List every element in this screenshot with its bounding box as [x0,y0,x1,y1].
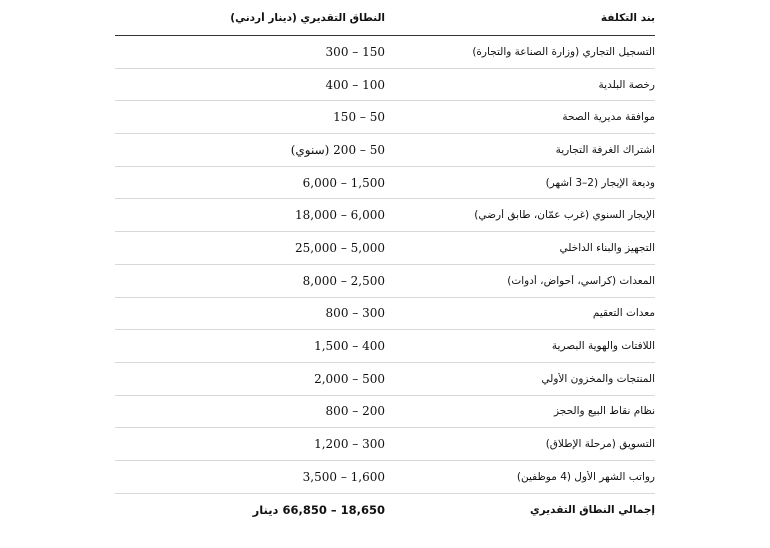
row-range: 150 – 300 [325,44,385,59]
table-row [115,396,655,429]
row-item: موافقة مديرية الصحة [562,111,655,124]
table-row [115,199,655,232]
column-header-range: النطاق التقديري (دينار أردني) [230,11,385,24]
row-item: رواتب الشهر الأول (4 موظفين) [516,470,655,483]
row-item: معدات التعقيم [592,307,655,320]
row-range: 6,000 – 18,000 [295,208,385,223]
row-range: 100 – 400 [325,77,385,92]
row-item: التسجيل التجاري (وزارة الصناعة والتجارة) [472,45,655,58]
row-range: 50 – 150 [333,110,385,125]
total-label: إجمالي النطاق التقديري [530,503,655,516]
row-range: 500 – 2,000 [314,371,385,386]
table-row [115,298,655,331]
row-item: نظام نقاط البيع والحجز [554,405,655,418]
table-total-row [115,494,655,527]
row-item: المنتجات والمخزون الأولي [541,372,655,385]
table-row [115,363,655,396]
row-range: 300 – 800 [325,306,385,321]
table-row [115,69,655,102]
table-row [115,232,655,265]
row-item: اللافتات والهوية البصرية [551,340,655,353]
row-range: 300 – 1,200 [314,437,385,452]
row-item: المعدات (كراسي، أحواض، أدوات) [507,274,655,287]
row-range: 200 – 800 [325,404,385,419]
row-range: 400 – 1,500 [314,339,385,354]
table-row [115,36,655,69]
row-range: 1,500 – 6,000 [302,175,385,190]
table-header-row [115,0,655,36]
row-item: اشتراك الغرفة التجارية [555,143,655,156]
row-item: الإيجار السنوي (غرب عمّان، طابق أرضي) [474,209,655,222]
column-header-item: بند التكلفة [600,11,655,24]
table-row [115,461,655,494]
row-range: 1,600 – 3,500 [302,469,385,484]
row-item: التجهيز والبناء الداخلي [559,241,655,254]
row-item: رخصة البلدية [598,78,655,91]
total-range: 18,650 – 66,850 دينار [252,502,385,517]
table-row [115,134,655,167]
row-range: 5,000 – 25,000 [295,240,385,255]
row-item: وديعة الإيجار (2–3 أشهر) [545,176,655,189]
table-row [115,101,655,134]
table-row [115,265,655,298]
cost-table [115,0,655,526]
table-row [115,330,655,363]
table-row [115,428,655,461]
table-row [115,167,655,200]
row-range: 2,500 – 8,000 [302,273,385,288]
row-item: التسويق (مرحلة الإطلاق) [545,438,655,451]
row-range: 50 – 200 (سنوي) [290,142,385,157]
